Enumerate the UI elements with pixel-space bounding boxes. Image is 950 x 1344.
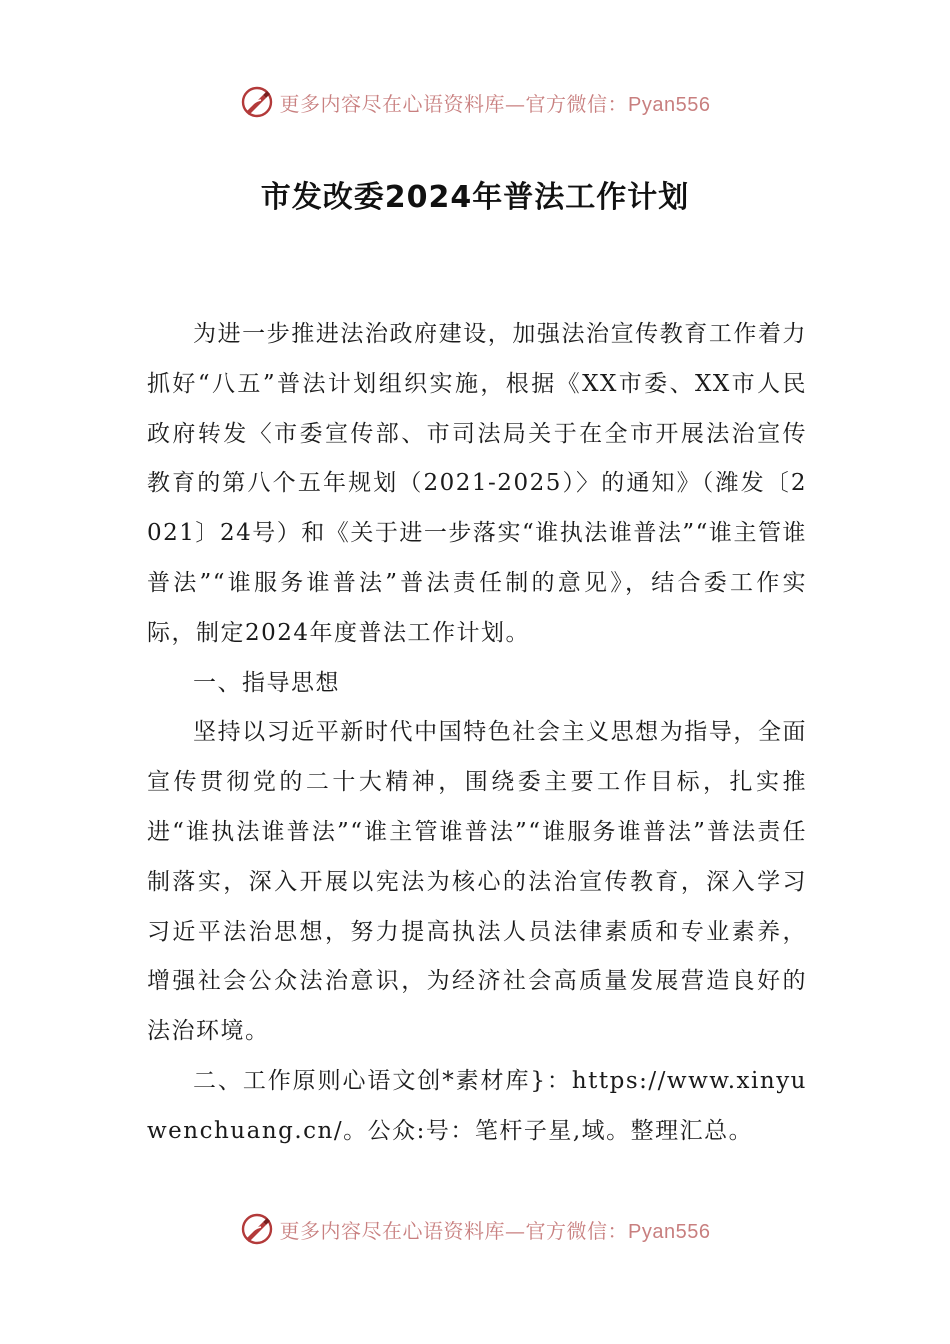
pen-circle-logo-icon	[240, 85, 274, 119]
guiding-ideology-paragraph: 坚持以习近平新时代中国特色社会主义思想为指导，全面宣传贯彻党的二十大精神，围绕委主要工作目标，扎实推进“谁执法谁普法”“谁主管谁普法”“谁服务谁普法”普法责任制落实，深入开展以宪法为核心的法治宣传教育，深入学习习近平法治思想，努力提高执法人员法律素质和专业素养，增强社会公众法治意识，为经济社会高质量发展营造良好的法治环境。	[147, 719, 807, 1045]
footer-banner	[0, 1207, 950, 1251]
banner-text: 更多内容尽在心语资料库—官方微信：Pyan556	[279, 91, 711, 116]
section-heading-guiding-ideology: 一、指导思想	[193, 669, 340, 696]
wechat-id: Pyan556	[628, 93, 711, 116]
page-title: 市发改委2024年普法工作计划	[260, 180, 690, 215]
banner-text: 更多内容尽在心语资料库—官方微信：Pyan556	[279, 1218, 711, 1243]
section-heading-work-principles: 二、工作原则心语文创*素材库}：https://www.xinyuwenchuang.cn/。公众:号：笔杆子星,域。整理汇总。	[147, 1067, 807, 1144]
intro-paragraph: 为进一步推进法治政府建设，加强法治宣传教育工作着力抓好“八五”普法计划组织实施，根据《XX市委、XX市人民政府转发〈市委宣传部、市司法局关于在全市开展法治宣传教育的第八个五年规划（2021-2025）〉的通知》（潍发〔2021〕24号）和《关于进一步落实“谁执法谁普法”“谁主管谁普法”“谁服务谁普法”普法责任制的意见》，结合委工作实际，制定2024年度普法工作计划。	[147, 321, 807, 646]
wechat-id: Pyan556	[628, 1220, 711, 1243]
document-body	[147, 310, 807, 1157]
header-banner	[0, 80, 950, 124]
pen-circle-logo-icon	[240, 1212, 274, 1246]
